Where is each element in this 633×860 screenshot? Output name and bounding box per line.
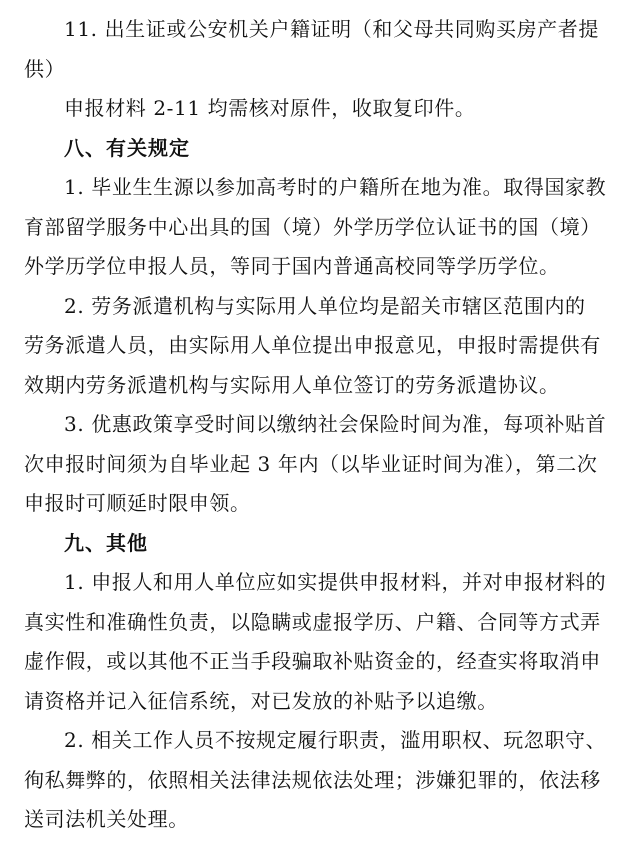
rule-2-paragraph (24, 287, 617, 406)
text-line: 1. 毕业生生源以参加高考时的户籍所在地为准。取得国家教 (64, 175, 607, 199)
section-9-heading: 九、其他 (64, 530, 148, 555)
item-11-paragraph (24, 10, 617, 89)
rule-3-paragraph (24, 405, 617, 524)
other-1-paragraph (24, 563, 617, 721)
text-line: 2. 劳务派遣机构与实际用人单位均是韶关市辖区范围内的 (64, 293, 586, 318)
text-line: 2. 相关工作人员不按规定履行职责，滥用职权、玩忽职守、 (64, 728, 607, 752)
note-paragraph (24, 89, 617, 129)
text-line: 真实性和准确性负责，以隐瞒或虚报学历、户籍、合同等方式弄 (24, 609, 601, 634)
text-line: 徇私舞弊的，依照相关法律法规依法处理；涉嫌犯罪的，依法移 (24, 767, 601, 792)
section-8-heading: 八、有关规定 (64, 135, 190, 160)
text-line: 请资格并记入征信系统，对已发放的补贴予以追缴。 (24, 688, 498, 713)
text-line: 外学历学位申报人员，等同于国内普通高校同等学历学位。 (24, 254, 560, 278)
text-line: 供） (24, 56, 66, 81)
text-line: 3. 优惠政策享受时间以缴纳社会保险时间为准，每项补贴首 (64, 412, 607, 436)
text-line: 1. 申报人和用人单位应如实提供申报材料，并对申报材料的 (64, 570, 607, 594)
text-line: 虚作假，或以其他不正当手段骗取补贴资金的，经查实将取消申 (24, 649, 601, 673)
other-2-paragraph (24, 721, 617, 840)
text-line: 劳务派遣人员，由实际用人单位提出申报意见，申报时需提供有 (24, 333, 601, 357)
text-line: 效期内劳务派遣机构与实际用人单位签订的劳务派遣协议。 (24, 372, 560, 397)
text-line: 送司法机关处理。 (24, 807, 189, 831)
text-line: 次申报时间须为自毕业起 3 年内（以毕业证时间为准），第二次 (24, 451, 598, 476)
rule-1-paragraph (24, 168, 617, 287)
text-line: 11. 出生证或公安机关户籍证明（和父母共同购买房产者提 (64, 17, 599, 41)
text-line: 申报材料 2-11 均需核对原件，收取复印件。 (64, 96, 476, 120)
text-line: 育部留学服务中心出具的国（境）外学历学位认证书的国（境） (24, 214, 601, 239)
text-line: 申报时可顺延时限申领。 (24, 491, 251, 515)
